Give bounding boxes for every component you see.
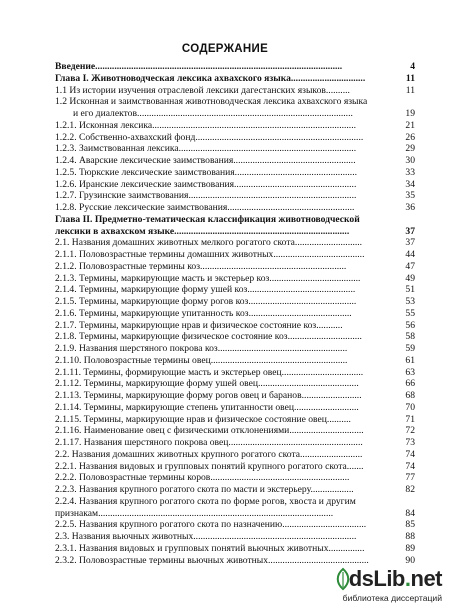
watermark-logo-main: dsLib	[348, 566, 405, 591]
toc-entry-page: 77	[405, 472, 415, 484]
toc-entry-label	[55, 120, 356, 132]
toc-entry-title: 2.2. Названия домашних животных крупного рогатого скота	[55, 448, 301, 460]
toc-entry-title: 2.1.5. Термины, маркирующие форму рогов коз	[55, 296, 249, 307]
toc-entry-leader: .........................................................	[210, 354, 348, 366]
toc-entry-title: 1.1 Из истории изучения отраслевой лексики дагестанских языков	[55, 84, 326, 96]
toc-entry-leader: ............................	[294, 237, 363, 249]
toc-entry-label	[55, 132, 363, 144]
toc-entry-title: 2.3.2. Половозрастные термины вьючных животных	[55, 554, 269, 566]
toc-entry-label	[55, 96, 367, 108]
toc-entry-leader: ...............................	[290, 72, 366, 84]
toc-entry-leader: ..........................................	[258, 378, 359, 390]
toc-entry	[55, 202, 415, 214]
toc-entry-page: 33	[405, 166, 415, 178]
toc-entry-label	[55, 167, 357, 179]
toc-entry-page: 44	[405, 249, 415, 260]
toc-entry	[55, 85, 415, 97]
toc-entry-title: 1.2.1. Исконная лексика	[55, 119, 153, 131]
toc-entry-title: 2.1.4. Термины, маркирующие форму ушей коз	[55, 284, 248, 296]
toc-entry	[55, 73, 415, 85]
toc-entry-label	[55, 273, 360, 285]
toc-entry	[55, 355, 415, 367]
toc-entry-title: 1.2.4. Аварские лексические заимствования	[55, 155, 234, 166]
toc-entry-leader: .........................................................................	[174, 225, 350, 237]
toc-entry-title: 1.2.6. Иранские лексические заимствования	[55, 178, 235, 190]
toc-entry-title: 2.1.11. Термины, формирующие масть и экстерьер овец	[55, 366, 282, 378]
toc-entry-title: Введение	[55, 61, 96, 72]
watermark-logo	[332, 566, 442, 592]
toc-entry-page: 49	[405, 272, 415, 284]
toc-entry	[55, 555, 415, 567]
toc-entry-title: 2.2.5. Названия крупного рогатого скота по назначению	[55, 519, 283, 531]
toc-entry-page: 66	[405, 378, 415, 390]
toc-entry-leader: ...................................................	[233, 155, 356, 166]
toc-entry-page: 72	[405, 425, 415, 437]
toc-entry-label	[55, 320, 343, 332]
toc-entry-label	[55, 308, 352, 320]
toc-entry-label	[55, 508, 333, 520]
toc-entry	[55, 378, 415, 390]
toc-entry-page: 58	[405, 331, 415, 343]
toc-entry	[55, 167, 415, 179]
toc-entry-label	[55, 143, 356, 155]
toc-entry	[55, 414, 415, 426]
toc-entry-label	[55, 85, 350, 97]
toc-entry-title: 2.1.6. Термины, маркирующие упитанность коз	[55, 307, 249, 319]
toc-entry-label	[55, 414, 351, 426]
toc-entry-label	[55, 343, 347, 355]
toc-entry-title: 1.2.5. Тюркские лексические заимствования	[55, 166, 235, 178]
toc-entry	[55, 261, 415, 273]
toc-entry	[55, 249, 415, 261]
toc-entry-page: 73	[405, 437, 415, 448]
toc-entry-leader: ......................................................	[217, 343, 348, 354]
toc-entry	[55, 308, 415, 320]
toc-entry-title: 2.3. Названия вьючных животных	[55, 531, 194, 542]
toc-entry-page: 70	[405, 401, 415, 413]
toc-entry-page: 29	[405, 143, 415, 155]
toc-entry-label	[55, 73, 365, 85]
toc-entry	[55, 96, 415, 108]
toc-entry-page: 37	[405, 237, 415, 249]
toc-entry-leader: ...............	[328, 542, 365, 554]
toc-entry-leader: ...............................	[287, 331, 362, 343]
toc-entry-title: лексики в ахвахском языке	[55, 225, 175, 237]
toc-entry-leader: ......................................................................	[188, 190, 357, 202]
toc-entry-page: 55	[405, 307, 415, 319]
toc-entry-leader: ...........	[316, 319, 343, 331]
toc-entry-title: 2.1.15. Термины, маркирующие нрав и физическое состояние овец	[55, 413, 327, 425]
toc-entry-leader: ...............................	[289, 425, 364, 437]
toc-entry	[55, 143, 415, 155]
toc-entry-leader: ......................................................................	[195, 131, 364, 143]
toc-entry-title: 2.1.9. Названия шерстяного покрова коз	[55, 343, 218, 354]
toc-entry-page: 61	[405, 354, 415, 366]
toc-entry-label	[55, 331, 362, 343]
toc-entry-page: 34	[405, 178, 415, 190]
toc-entry-leader: ....................................................................	[193, 531, 357, 542]
toc-entry-page: 59	[405, 343, 415, 354]
toc-entry-page: 30	[405, 155, 415, 166]
toc-entry-page: 26	[405, 131, 415, 143]
toc-entry-page: 74	[405, 460, 415, 472]
toc-entry-leader: ..................................	[281, 366, 364, 378]
toc-entry-label	[55, 437, 363, 449]
toc-entry	[55, 367, 415, 379]
watermark-logo-dot: .	[404, 566, 411, 591]
toc-entry	[55, 226, 415, 238]
toc-entry	[55, 132, 415, 144]
toc-entry-title: 2.1.2. Половозрастные термины коз	[55, 260, 201, 272]
toc-entry	[55, 179, 415, 191]
toc-entry-page: 53	[405, 296, 415, 307]
toc-entry-title: 2.1.1. Половозрастные термины домашних животных	[55, 249, 274, 260]
toc-entry-label	[55, 355, 347, 367]
toc-entry-label	[55, 555, 369, 567]
toc-entry-label	[55, 543, 364, 555]
toc-entry	[55, 484, 415, 496]
toc-entry-page: 56	[405, 319, 415, 331]
toc-entry-page: 84	[405, 507, 415, 519]
toc-entry-leader: ......................................	[273, 249, 365, 260]
toc-entry	[55, 120, 415, 132]
toc-entry-page: 35	[405, 190, 415, 202]
toc-entry-title: 2.2.1. Названия видовых и групповых понятий крупного рогатого скота	[55, 460, 347, 472]
toc-entry-label	[55, 449, 362, 461]
toc-entry	[55, 155, 415, 167]
toc-entry-title: 2.1.16. Наименование овец с физическими отклонениями	[55, 425, 290, 437]
toc-entry-label	[55, 249, 364, 261]
toc-entry	[55, 108, 415, 120]
toc-entry	[55, 343, 415, 355]
table-of-contents	[55, 61, 415, 566]
toc-entry	[55, 331, 415, 343]
toc-entry-leader: .....................................................	[227, 202, 355, 213]
toc-entry-title: 2.1.12. Термины, маркирующие форму ушей овец	[55, 378, 259, 390]
toc-entry-title: Глава I. Животноводческая лексика ахвахского языка	[55, 72, 291, 84]
toc-entry-leader: ..................	[310, 484, 354, 495]
toc-entry	[55, 402, 415, 414]
toc-entry-leader: ...................................	[282, 519, 367, 531]
toc-entry-label	[55, 390, 362, 402]
toc-entry-title: 1.2.8. Русские лексические заимствования	[55, 202, 228, 213]
toc-entry-label	[55, 378, 359, 390]
toc-entry-title: 2.2.3. Названия крупного рогатого скота по масти и экстерьеру	[55, 484, 311, 495]
toc-entry-page: 90	[405, 554, 415, 566]
toc-entry	[55, 214, 415, 226]
toc-entry-label	[55, 531, 356, 543]
toc-entry-label	[55, 61, 342, 73]
toc-entry-leader: ..........................................................	[210, 472, 350, 484]
toc-entry	[55, 61, 415, 73]
toc-entry-label	[55, 179, 356, 191]
toc-entry-leader: ..........................	[300, 448, 363, 460]
toc-entry-label	[55, 261, 346, 273]
toc-entry	[55, 519, 415, 531]
toc-entry	[55, 531, 415, 543]
toc-entry-title: 2.1. Названия домашних животных мелкого рогатого скота	[55, 237, 295, 249]
toc-entry-leader: ........................................................	[228, 437, 363, 448]
toc-entry-leader: .............................................	[248, 296, 357, 307]
toc-entry-leader: .........................	[301, 390, 362, 401]
toc-entry	[55, 472, 415, 484]
toc-entry	[55, 449, 415, 461]
toc-entry-title: 1.2.2. Собственно-ахвахский фонд	[55, 131, 196, 143]
toc-entry-page: 71	[405, 413, 415, 425]
toc-entry-title: 2.1.10. Половозрастные термины овец	[55, 354, 211, 366]
toc-entry-leader: .......................................................................................................	[95, 61, 343, 72]
toc-entry-label	[55, 155, 356, 167]
toc-entry-page: 63	[405, 366, 415, 378]
toc-entry-leader: ..................................................................................................	[98, 507, 334, 519]
toc-entry-label	[73, 108, 353, 120]
toc-entry-page: 89	[405, 542, 415, 554]
toc-entry-page: 88	[405, 531, 415, 542]
toc-entry-leader: ..........................................................................	[178, 143, 357, 155]
toc-entry-label	[55, 237, 362, 249]
toc-entry-page: 4	[410, 61, 415, 72]
toc-entry	[55, 296, 415, 308]
toc-entry-title: признакам	[55, 507, 99, 519]
toc-entry	[55, 496, 415, 508]
toc-entry-title: 2.1.3. Термины, маркирующие масть и экстерьер коз	[55, 272, 270, 284]
toc-entry	[55, 273, 415, 285]
toc-entry-title: 1.2 Исконная и заимствованная животноводческая лексика ахвахского языка	[55, 96, 368, 108]
toc-entry-leader: ..........................................................................................	[137, 108, 353, 119]
toc-entry-title: 1.2.7. Грузинские заимствования	[55, 190, 189, 202]
toc-entry	[55, 508, 415, 520]
toc-entry-leader: ...................................................	[234, 166, 357, 178]
toc-entry-label	[55, 472, 349, 484]
toc-entry-title: 2.1.8. Термины, маркирующие физическое состояние коз	[55, 331, 288, 343]
toc-entry-page: 82	[405, 484, 415, 495]
toc-entry-title: Глава II. Предметно-тематическая классификация животноводческой	[55, 213, 360, 225]
toc-entry-page: 21	[405, 119, 415, 131]
toc-entry-leader: .............................................................	[200, 260, 347, 272]
toc-entry-leader: ..........	[325, 84, 350, 96]
toc-entry-leader: .......	[346, 460, 364, 472]
toc-entry-title: и его диалектов	[73, 108, 138, 119]
toc-entry-label	[55, 461, 364, 473]
toc-entry-label	[55, 284, 355, 296]
toc-entry-page: 74	[405, 448, 415, 460]
toc-entry-title: 2.1.13. Термины, маркирующие форму рогов овец и баранов	[55, 390, 302, 401]
toc-entry-leader: ..........	[326, 413, 351, 425]
toc-entry-title: 1.2.3. Заимствованная лексика	[55, 143, 179, 155]
toc-entry-page: 68	[405, 390, 415, 401]
watermark-logo-tld: net	[410, 566, 442, 591]
toc-entry	[55, 284, 415, 296]
toc-entry-page: 85	[405, 519, 415, 531]
toc-entry-label	[55, 190, 356, 202]
toc-entry-leader: ......................................	[269, 272, 361, 284]
toc-entry-page: 11	[405, 72, 415, 84]
toc-entry-page: 47	[405, 260, 415, 272]
toc-entry	[55, 437, 415, 449]
toc-entry-title: 2.1.7. Термины, маркирующие нрав и физическое состояние коз	[55, 319, 317, 331]
toc-entry-leader: ...........................................	[248, 307, 352, 319]
toc-entry-leader: ...........................	[294, 401, 359, 413]
toc-entry-label	[55, 496, 356, 508]
toc-entry-page: 11	[405, 84, 415, 96]
toc-entry-page: 36	[405, 202, 415, 213]
toc-entry-title: 2.2.4. Названия крупного рогатого скота по форме рогов, хвоста и другим	[55, 495, 356, 507]
toc-entry-page: 37	[405, 225, 415, 237]
toc-entry-title: 2.1.17. Названия шерстяного покрова овец	[55, 437, 229, 448]
toc-entry-label	[55, 367, 363, 379]
toc-entry	[55, 237, 415, 249]
toc-entry	[55, 461, 415, 473]
toc-entry	[55, 320, 415, 332]
toc-entry	[55, 390, 415, 402]
toc-entry-leader: ..........................................	[268, 554, 369, 566]
toc-entry-title: 2.2.2. Половозрастные термины коров	[55, 472, 211, 484]
toc-entry-leader: ...................................................	[234, 178, 357, 190]
watermark-subtitle: библиотека диссертаций	[342, 593, 442, 603]
toc-entry-label	[55, 484, 354, 496]
toc-entry-label	[55, 519, 366, 531]
toc-entry-leader: .............................................	[247, 284, 356, 296]
toc-entry	[55, 190, 415, 202]
page-title: СОДЕРЖАНИЕ	[181, 43, 269, 55]
toc-entry-title: 2.1.14. Термины, маркирующие степень упитанности овец	[55, 401, 295, 413]
toc-entry-title: 2.3.1. Названия видовых и групповых понятий вьючных животных	[55, 542, 329, 554]
toc-entry-page: 51	[405, 284, 415, 296]
toc-entry-label	[55, 226, 349, 238]
toc-entry-label	[55, 202, 354, 214]
toc-entry-label	[55, 296, 356, 308]
toc-entry-label	[55, 214, 360, 226]
dslib-watermark	[332, 566, 442, 608]
toc-entry-label	[55, 402, 359, 414]
toc-entry-label	[55, 425, 364, 437]
toc-entry-leader: .....................................................................................	[152, 119, 356, 131]
toc-entry	[55, 425, 415, 437]
toc-entry-page: 19	[405, 108, 415, 119]
toc-entry	[55, 543, 415, 555]
